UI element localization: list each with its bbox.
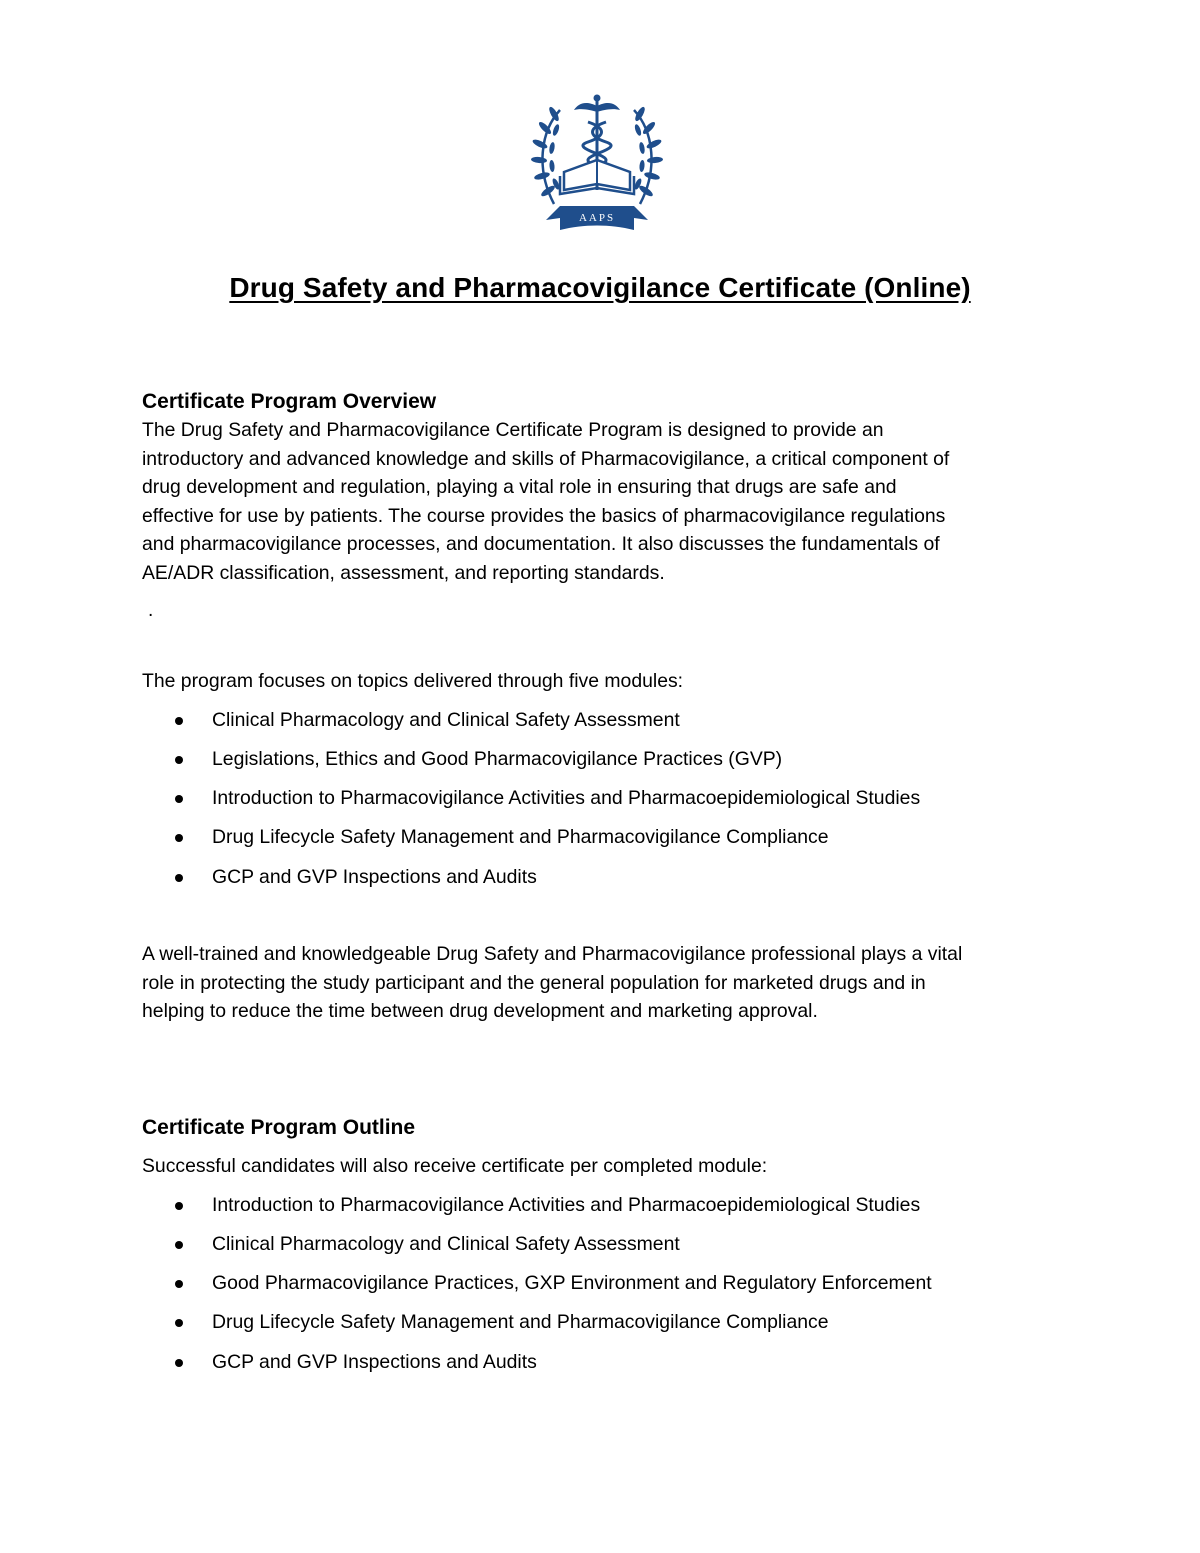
logo-text: AAPS [578, 212, 616, 224]
list-item [142, 1186, 1062, 1225]
modules-list [142, 701, 1062, 897]
list-item-text: Drug Lifecycle Safety Management and Pharmacovigilance Compliance [212, 1311, 829, 1334]
bullet-icon [175, 756, 183, 764]
closing-line: role in protecting the study participant and the general population for marketed drugs and in [142, 971, 926, 994]
bullet-icon [175, 1359, 183, 1367]
overview-heading: Certificate Program Overview [142, 390, 437, 413]
bullet-icon [175, 874, 183, 882]
list-item-text: Clinical Pharmacology and Clinical Safety Assessment [212, 1232, 680, 1255]
overview-line: The Drug Safety and Pharmacovigilance Certificate Program is designed to provide an [142, 419, 884, 441]
list-item [142, 818, 1062, 857]
overview-line: and pharmacovigilance processes, and documentation. It also discusses the fundamentals of [142, 533, 940, 556]
book-icon [560, 160, 634, 194]
bullet-icon [175, 1202, 183, 1210]
outline-intro: Successful candidates will also receive certificate per completed module: [142, 1155, 768, 1177]
list-item-text: Legislations, Ethics and Good Pharmacovigilance Practices (GVP) [212, 747, 783, 770]
list-item-text: GCP and GVP Inspections and Audits [212, 865, 537, 888]
list-item-text: GCP and GVP Inspections and Audits [212, 1350, 537, 1373]
outline-heading: Certificate Program Outline [142, 1116, 416, 1139]
list-item-text: Introduction to Pharmacovigilance Activities and Pharmacoepidemiological Studies [212, 1193, 921, 1216]
bullet-icon [175, 1241, 183, 1249]
overview-line: drug development and regulation, playing a vital role in ensuring that drugs are safe and [142, 476, 897, 499]
list-item-text: Clinical Pharmacology and Clinical Safety Assessment [212, 708, 680, 731]
list-item [142, 1225, 1062, 1264]
list-item [142, 779, 1062, 818]
list-item [142, 1303, 1062, 1342]
overview-line: AE/ADR classification, assessment, and reporting standards. [142, 561, 665, 584]
closing-paragraph [142, 940, 1062, 1026]
modules-block [142, 667, 1062, 897]
list-item [142, 701, 1062, 740]
outline-section [142, 1114, 1062, 1382]
bullet-icon [175, 717, 183, 725]
stray-dot: . [148, 600, 154, 621]
closing-line: helping to reduce the time between drug development and marketing approval. [142, 1000, 818, 1023]
overview-section [142, 388, 1062, 588]
page-title: Drug Safety and Pharmacovigilance Certificate (Online) [229, 272, 971, 303]
overview-paragraph [142, 416, 1062, 588]
list-item [142, 858, 1062, 897]
overview-line: effective for use by patients. The course provides the basics of pharmacovigilance regulations [142, 504, 946, 527]
overview-line: introductory and advanced knowledge and skills of Pharmacovigilance, a critical component of [142, 447, 950, 470]
modules-intro: The program focuses on topics delivered through five modules: [142, 670, 684, 692]
list-item [142, 740, 1062, 779]
list-item-text: Introduction to Pharmacovigilance Activities and Pharmacoepidemiological Studies [212, 787, 921, 810]
bullet-icon [175, 1280, 183, 1288]
bullet-icon [175, 834, 183, 842]
aaps-logo [530, 92, 664, 242]
outline-list [142, 1186, 1062, 1382]
right-laurel-icon [633, 106, 663, 204]
bullet-icon [175, 1319, 183, 1327]
list-item-text: Drug Lifecycle Safety Management and Pharmacovigilance Compliance [212, 826, 829, 849]
list-item-text: Good Pharmacovigilance Practices, GXP Environment and Regulatory Enforcement [212, 1272, 932, 1295]
list-item [142, 1264, 1062, 1303]
closing-line: A well-trained and knowledgeable Drug Safety and Pharmacovigilance professional plays a vital [142, 943, 963, 965]
left-laurel-icon [531, 106, 561, 204]
list-item [142, 1343, 1062, 1382]
bullet-icon [175, 795, 183, 803]
